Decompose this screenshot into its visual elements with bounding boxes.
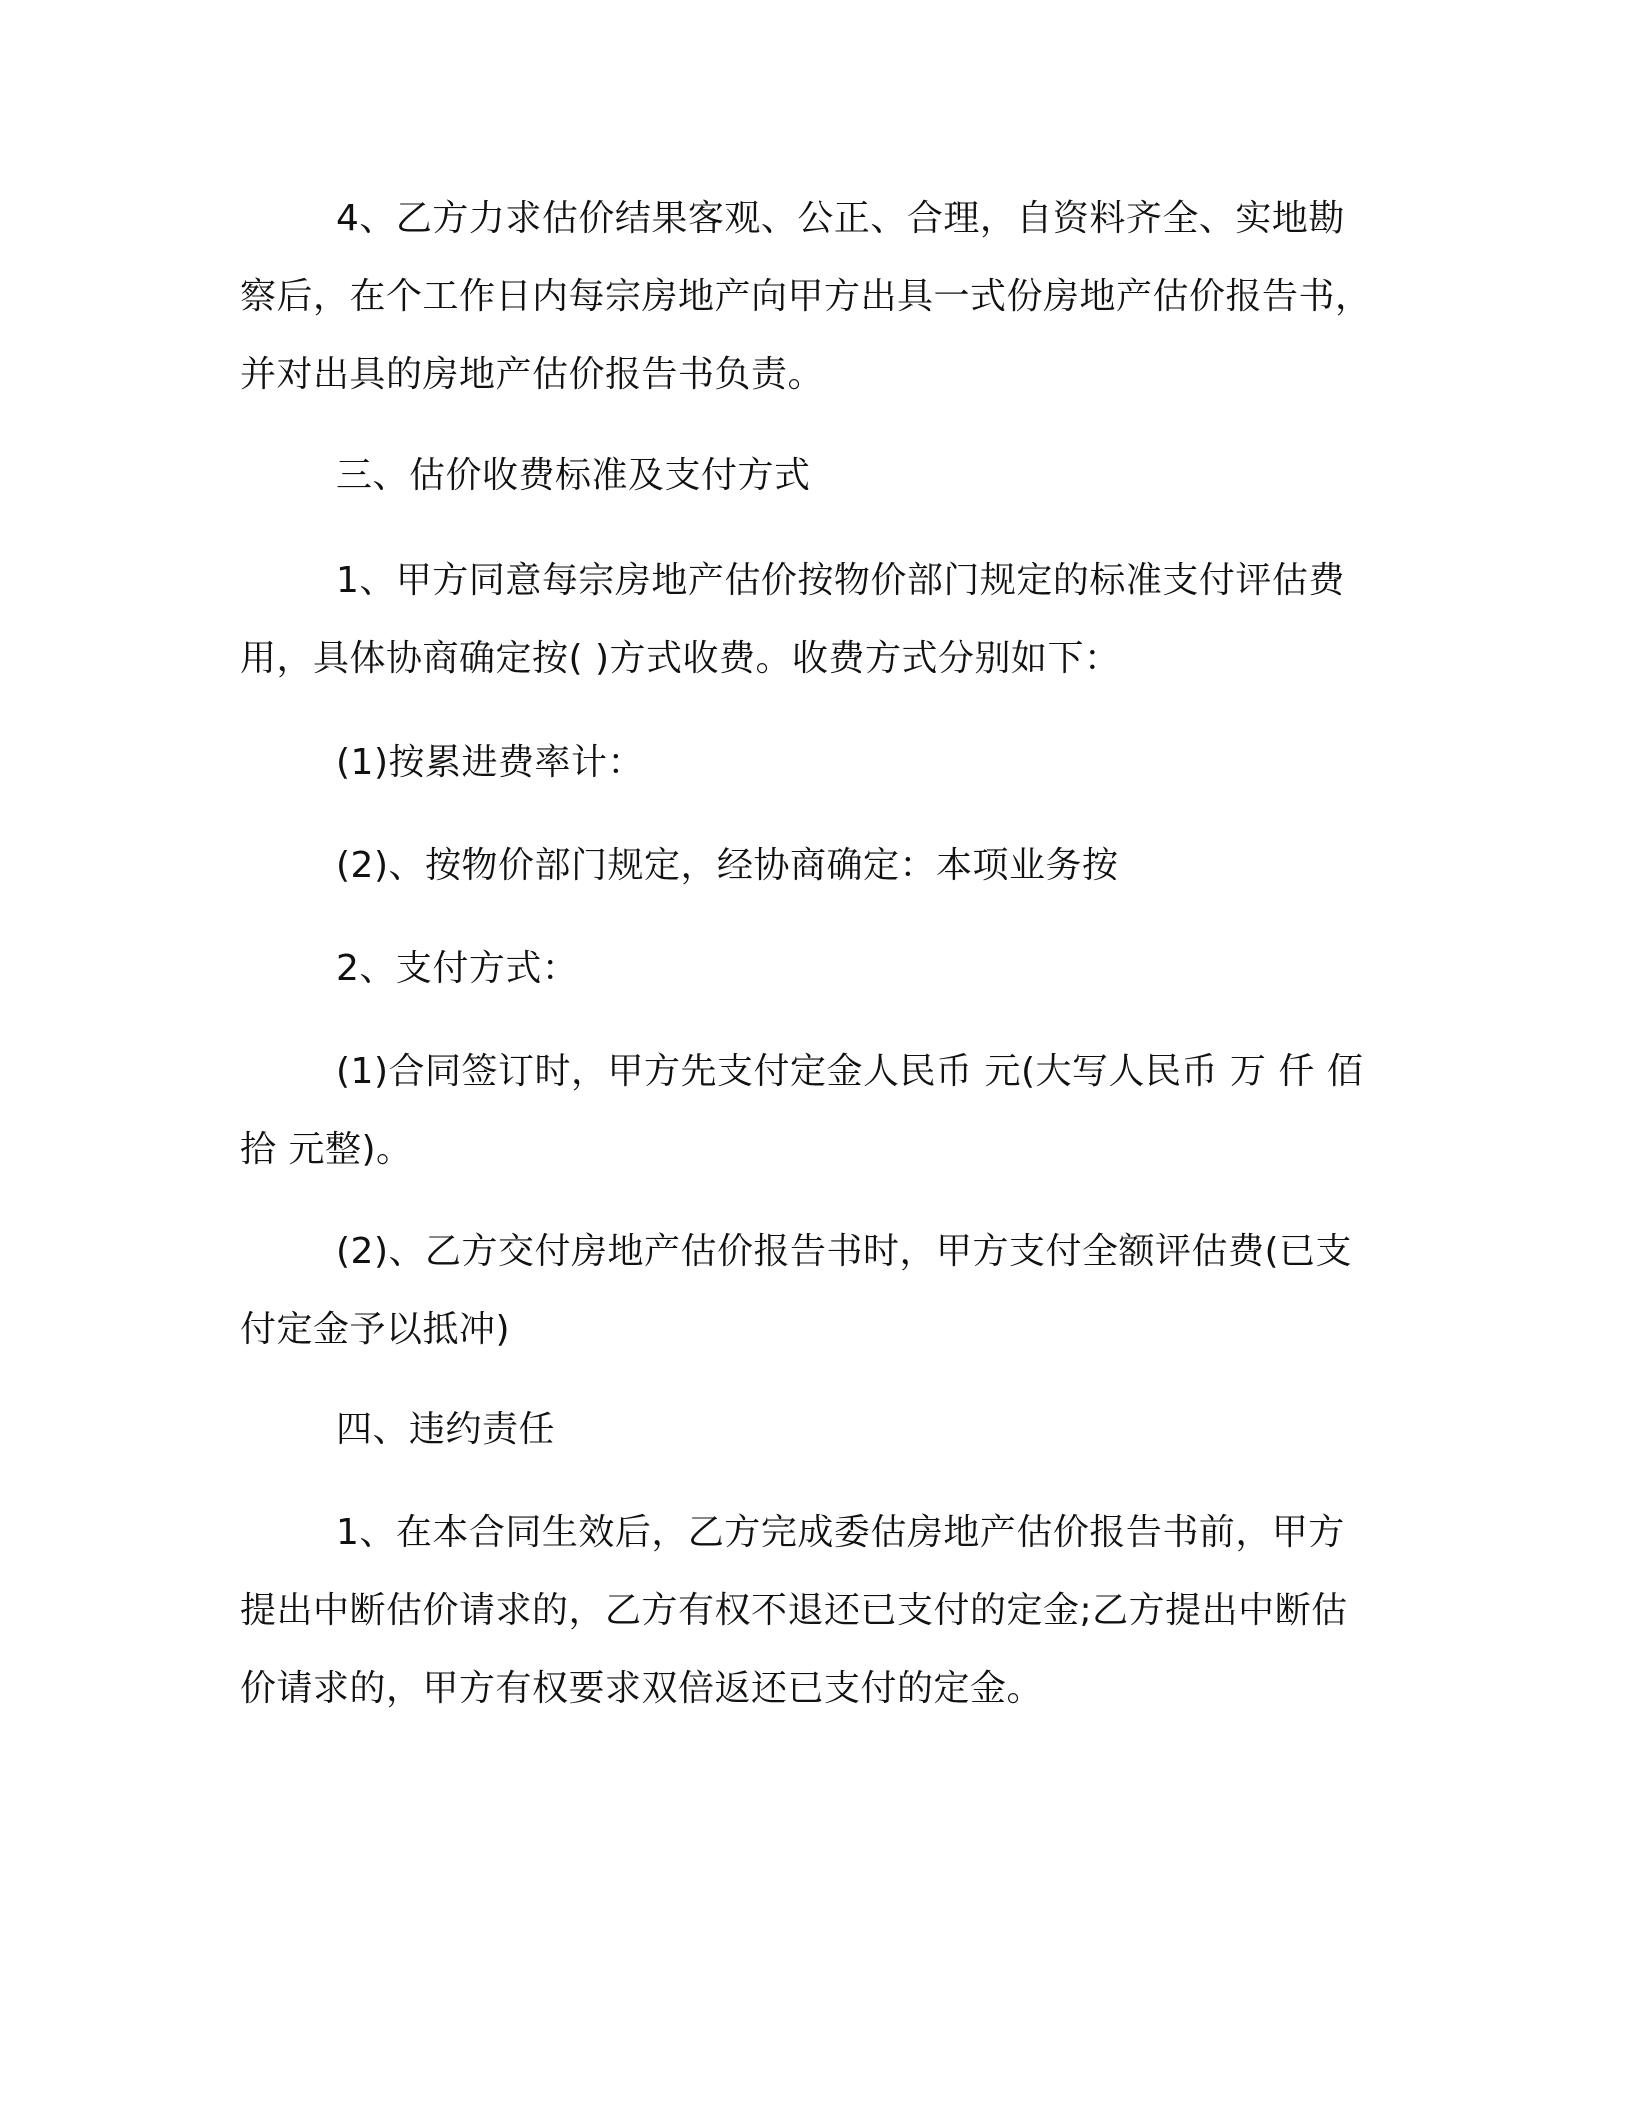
clause-1-termination-liability: 1、在本合同生效后，乙方完成委估房地产估价报告书前，甲方提出中断估价请求的，乙方有权不退还已支付的定金;乙方提出中断估价请求的，甲方有权要求双倍返还已支付的定金。 [240, 1512, 1348, 1709]
section-heading-liability: 四、违约责任 [336, 1409, 556, 1450]
fee-method-2: (2)、按物价部门规定，经协商确定：本项业务按 [336, 845, 1119, 886]
section-heading-fees-payment: 三、估价收费标准及支付方式 [336, 455, 811, 496]
payment-step-2-full-fee: (2)、乙方交付房地产估价报告书时，甲方支付全额评估费(已支付定金予以抵冲) [240, 1231, 1353, 1350]
clause-1-fee-standard: 1、甲方同意每宗房地产估价按物价部门规定的标准支付评估费用，具体协商确定按( )方式收费。收费方式分别如下： [240, 560, 1345, 679]
payment-step-1-deposit: (1)合同签订时，甲方先支付定金人民币 元(大写人民币 万 仟 佰 拾 元整)。 [240, 1051, 1364, 1170]
clause-2-payment-method: 2、支付方式： [336, 948, 579, 989]
fee-method-1: (1)按累进费率计： [336, 742, 644, 783]
clause-4-report-delivery: 4、乙方力求估价结果客观、公正、合理，自资料齐全、实地勘察后，在个工作日内每宗房地产向甲方出具一式份房地产估价报告书，并对出具的房地产估价报告书负责。 [240, 198, 1372, 395]
